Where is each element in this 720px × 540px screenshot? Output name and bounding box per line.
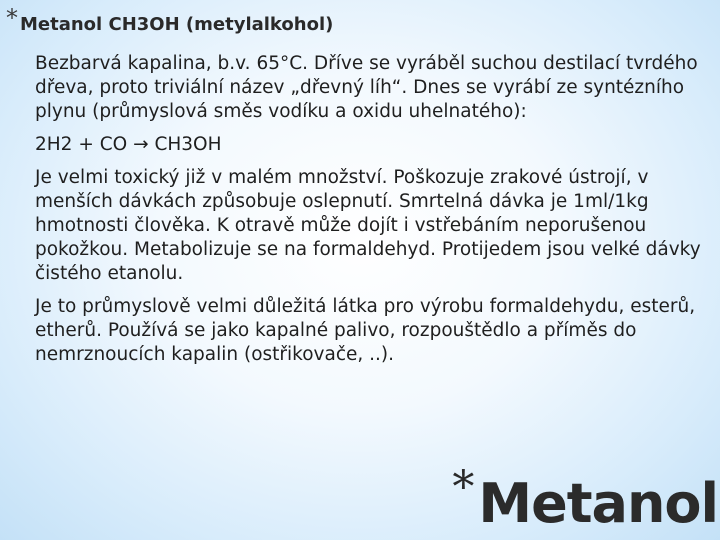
slide-content	[35, 52, 717, 376]
paragraph-uses: Je to průmyslově velmi důležitá látka pro výrobu formaldehydu, esterů, etherů. Používá se jako kapalné palivo, rozpouštědlo a příměs do nemrznoucích kapalin (ostřikovače, ..).	[35, 296, 696, 365]
paragraph-toxicity: Je velmi toxický již v malém množství. Poškozuje zrakové ústrojí, v menších dávkách způsobuje oslepnutí. Smrtelná dávka je 1ml/1kg hmotnosti člověka. K otravě může dojít i vstřebáním neporušenou pokožkou. Metabolizuje se na formaldehyd. Protijedem jsou velké dávky čistého etanolu.	[35, 167, 701, 284]
footer-heading	[452, 462, 718, 535]
chemical-equation: 2H2 + CO → CH3OH	[35, 134, 222, 155]
asterisk-bullet-icon: *	[6, 4, 18, 32]
slide-header	[6, 6, 333, 36]
asterisk-decoration-icon: *	[452, 462, 475, 513]
footer-title: Metanol	[478, 472, 718, 535]
paragraph-description: Bezbarvá kapalina, b.v. 65°C. Dříve se vyráběl suchou destilací tvrdého dřeva, proto triviální název „dřevný líh“. Dnes se vyrábí ze syntézního plynu (průmyslová směs vodíku a oxidu uhelnatého):	[35, 53, 698, 122]
slide-title: Metanol CH3OH (metylalkohol)	[20, 14, 334, 35]
